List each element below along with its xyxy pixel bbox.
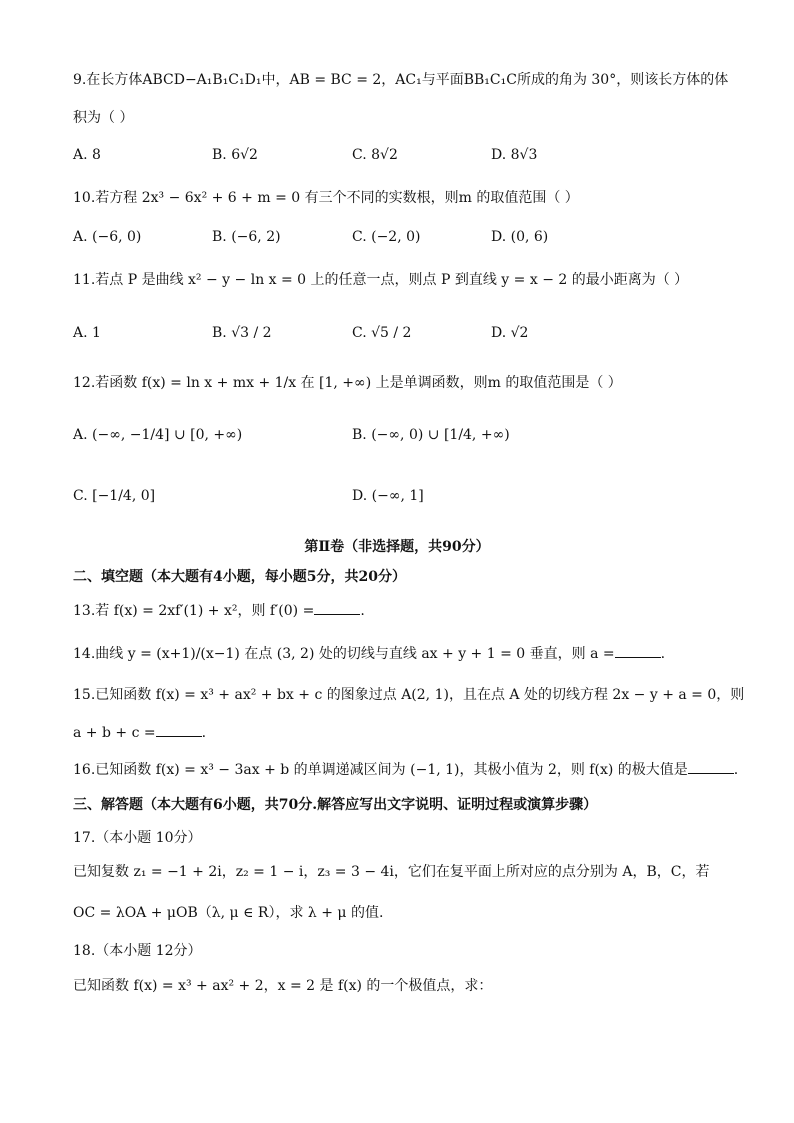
q13-answer-blank[interactable] [314, 600, 360, 615]
q12-option-a: A. (−∞, −1/4] ∪ [0, +∞) [73, 427, 243, 443]
fill-blank-heading: 二、填空题（本大题有4小题，每小题5分，共20分） [73, 569, 406, 585]
q16-line: 16.已知函数 f(x) = x³ − 3ax + b 的单调递减区间为 (−1, 1)，其极小值为 2，则 f(x) 的极大值是 . [73, 759, 738, 780]
q13-text: 13.若 f(x) = 2xf′(1) + x²，则 f′(0) = [73, 603, 315, 619]
section2-title: 第Ⅱ卷（非选择题，共90分） [304, 539, 490, 555]
q10-option-a: A. (−6, 0) [73, 229, 142, 245]
q15-text: a + b + c = [73, 725, 156, 741]
q10-line1: 10.若方程 2x³ − 6x² + 6 + m = 0 有三个不同的实数根，则m 的取值范围（ ） [73, 190, 579, 206]
q12-option-c: C. [−1/4, 0] [73, 488, 156, 504]
q10-option-b: B. (−6, 2) [212, 229, 281, 245]
q12-option-b: B. (−∞, 0) ∪ [1/4, +∞) [352, 427, 510, 443]
q10-option-c: C. (−2, 0) [352, 229, 421, 245]
q11-option-b: B. √3 / 2 [212, 325, 272, 341]
q15-line1: 15.已知函数 f(x) = x³ + ax² + bx + c 的图象过点 A(2, 1)，且在点 A 处的切线方程 2x − y + a = 0，则 [73, 687, 745, 703]
q15-answer-blank[interactable] [156, 722, 202, 737]
q11-option-d: D. √2 [491, 325, 529, 341]
q12-option-d: D. (−∞, 1] [352, 488, 424, 504]
q16-text: 16.已知函数 f(x) = x³ − 3ax + b 的单调递减区间为 (−1, 1)，其极小值为 2，则 f(x) 的极大值是 [73, 762, 688, 778]
q9-line1: 9.在长方体ABCD−A₁B₁C₁D₁中，AB = BC = 2，AC₁与平面BB₁C₁C所成的角为 30°，则该长方体的体 [73, 72, 729, 88]
q13-line: 13.若 f(x) = 2xf′(1) + x²，则 f′(0) = . [73, 600, 365, 621]
q14-text: 14.曲线 y = (x+1)/(x−1) 在点 (3, 2) 处的切线与直线 ax + y + 1 = 0 垂直，则 a = [73, 646, 615, 662]
q16-answer-blank[interactable] [688, 759, 734, 774]
q12-line1: 12.若函数 f(x) = ln x + mx + 1/x 在 [1, +∞) 上是单调函数，则m 的取值范围是（ ） [73, 375, 622, 391]
solve-heading: 三、解答题（本大题有6小题，共70分.解答应写出文字说明、证明过程或演算步骤） [73, 797, 598, 813]
q9-option-a: A. 8 [73, 147, 101, 163]
q17-line1: 已知复数 z₁ = −1 + 2i，z₂ = 1 − i，z₃ = 3 − 4i，它们在复平面上所对应的点分别为 A，B，C，若 [73, 864, 710, 880]
q14-line: 14.曲线 y = (x+1)/(x−1) 在点 (3, 2) 处的切线与直线 ax + y + 1 = 0 垂直，则 a = . [73, 643, 665, 664]
q18-line1: 已知函数 f(x) = x³ + ax² + 2，x = 2 是 f(x) 的一个极值点，求： [73, 978, 493, 994]
q11-option-c: C. √5 / 2 [352, 325, 412, 341]
q9-option-c: C. 8√2 [352, 147, 398, 163]
q11-option-a: A. 1 [73, 325, 101, 341]
q17-line2: OC = λOA + μOB（λ, μ ∈ R），求 λ + μ 的值. [73, 905, 384, 921]
q18-label: 18.（本小题 12分） [73, 943, 202, 959]
q11-line1: 11.若点 P 是曲线 x² − y − ln x = 0 上的任意一点，则点 P 到直线 y = x − 2 的最小距离为（ ） [73, 272, 689, 288]
q9-option-d: D. 8√3 [491, 147, 538, 163]
q14-answer-blank[interactable] [615, 643, 661, 658]
q9-option-b: B. 6√2 [212, 147, 258, 163]
q10-option-d: D. (0, 6) [491, 229, 549, 245]
q17-label: 17.（本小题 10分） [73, 830, 202, 846]
q9-line2: 积为（ ） [73, 110, 134, 126]
q15-line2: a + b + c = . [73, 722, 206, 743]
